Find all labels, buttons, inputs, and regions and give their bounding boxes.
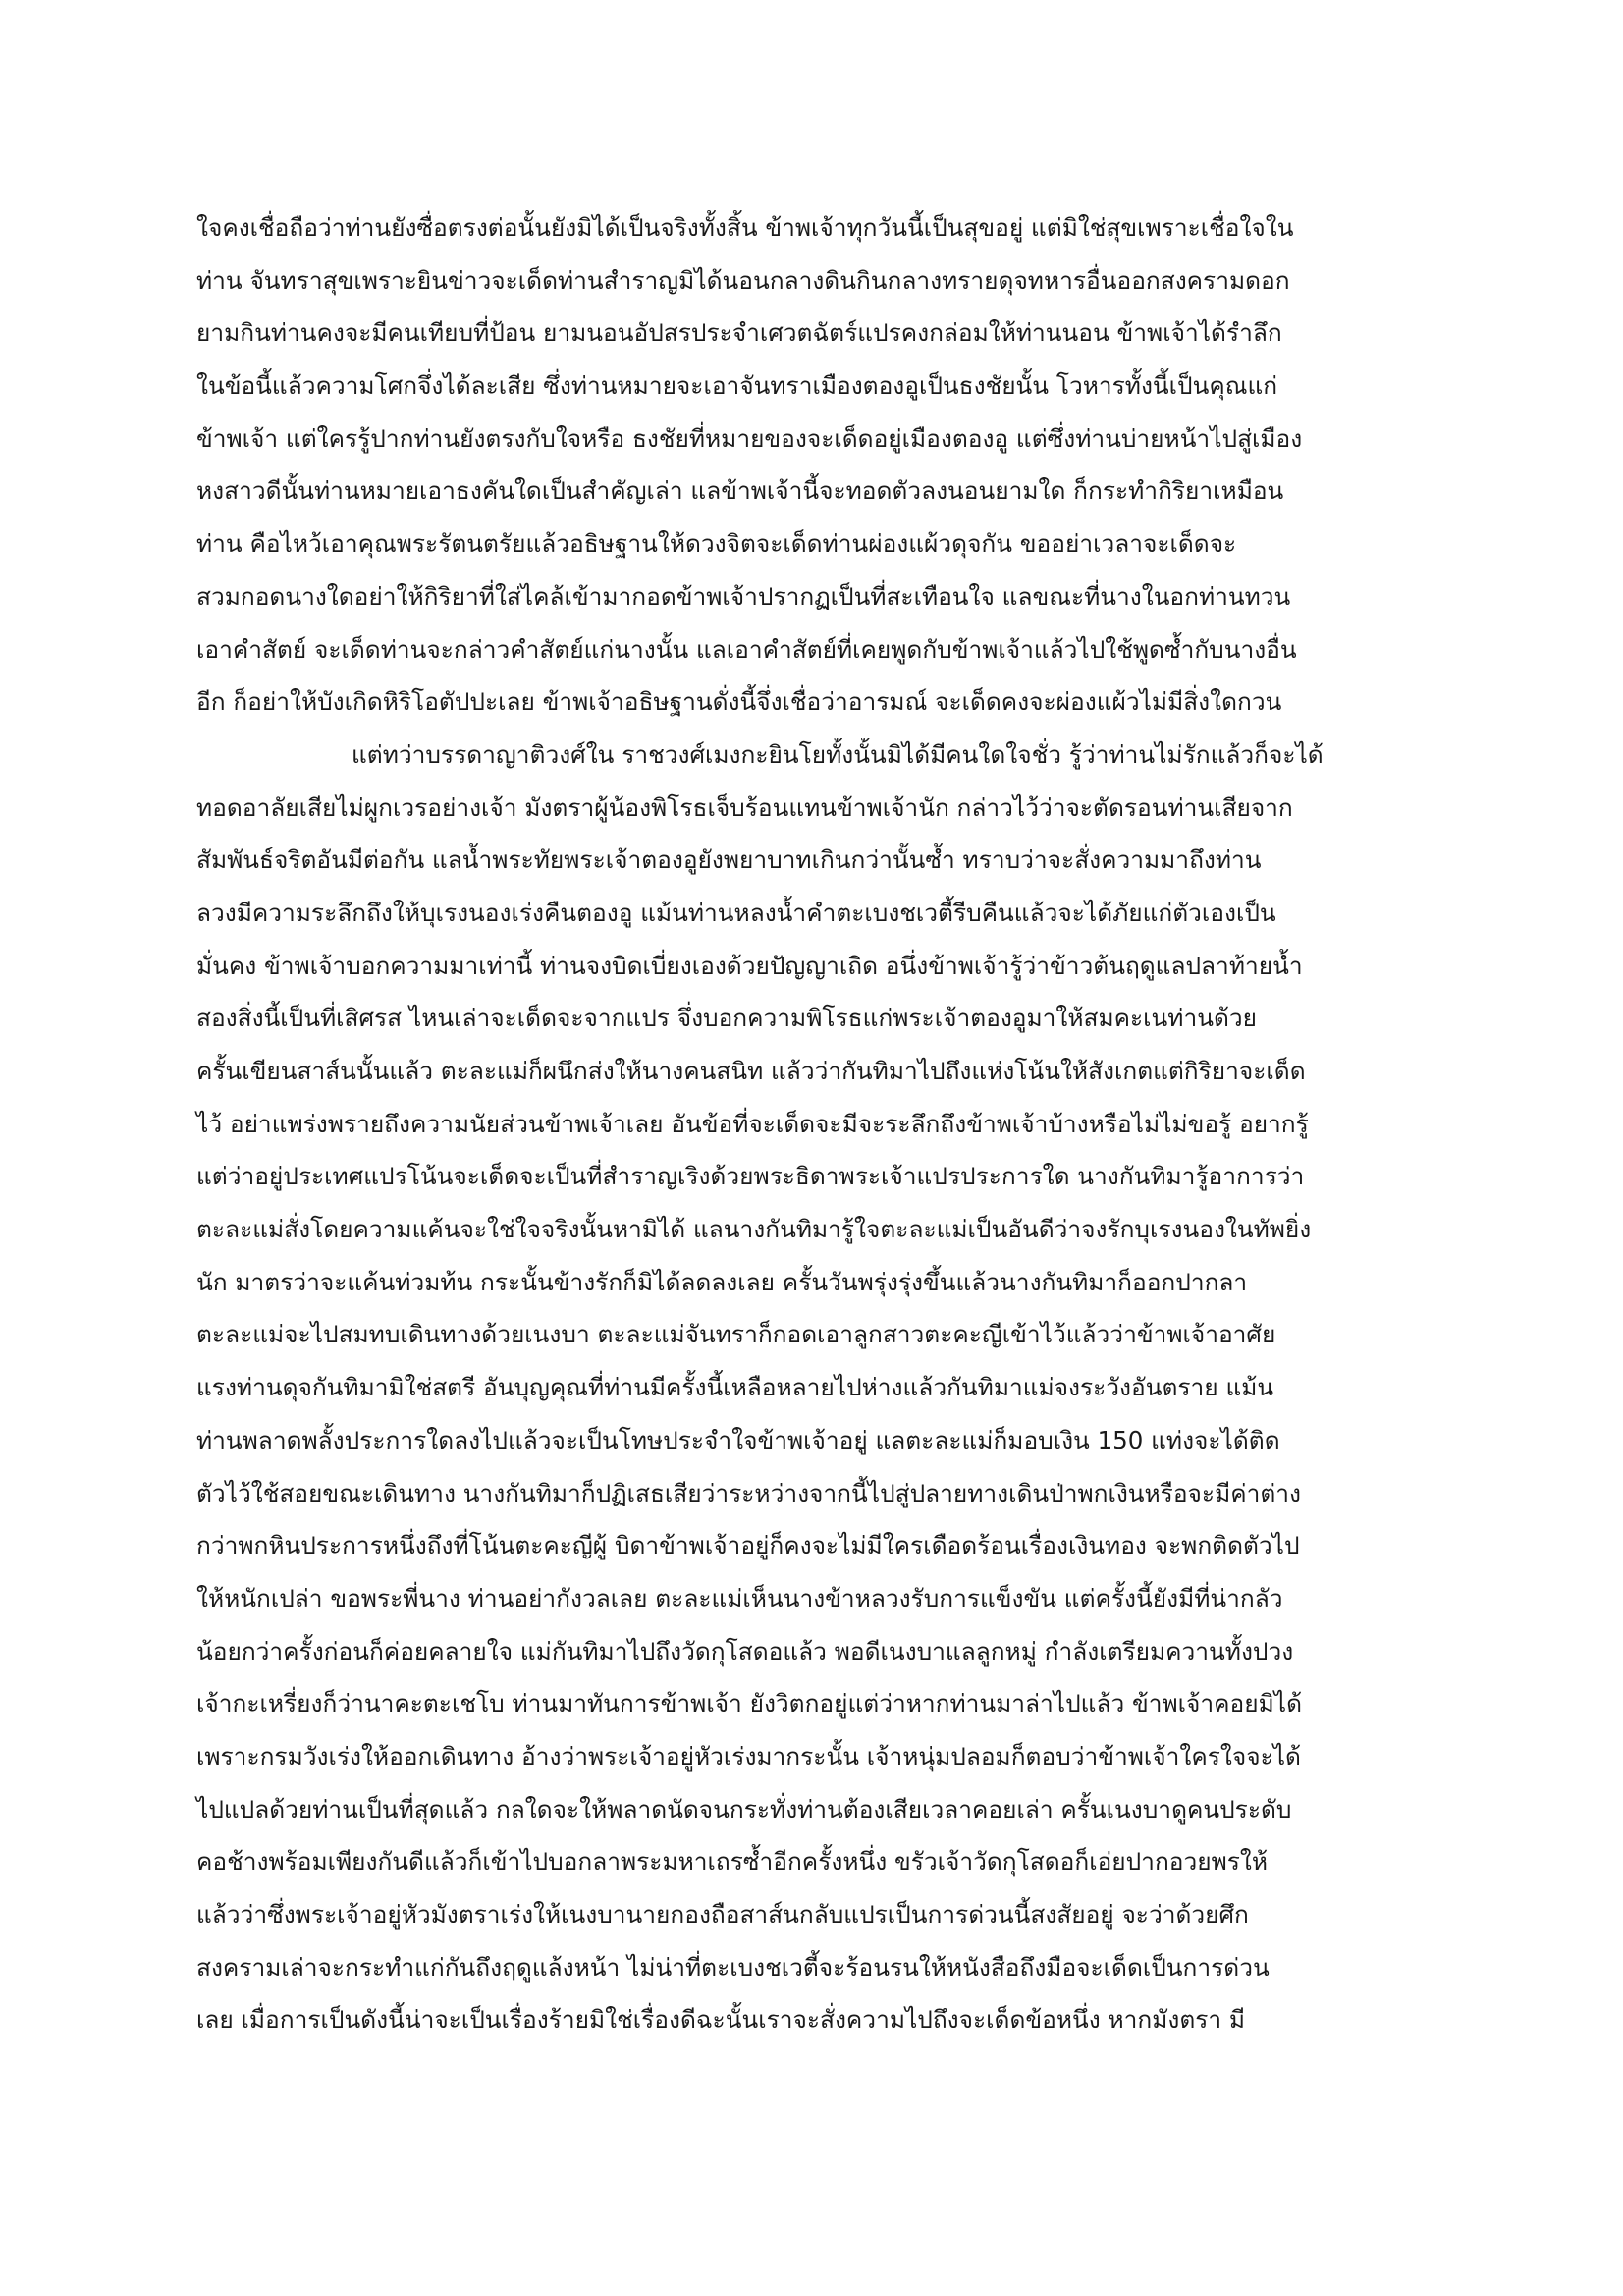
- paragraph-start-line: แต่ทว่าบรรดาญาติวงศ์ใน ราชวงศ์เมงกะยินโยทั้งนั้นมิได้มีคนใดใจชั่ว รู้ว่าท่านไม่รักแล้วก็จะได้: [352, 739, 1324, 769]
- text-line: ท่านพลาดพลั้งประการใดลงไปแล้วจะเป็นโทษประจำใจข้าพเจ้าอยู่ แลตะละแม่ก็มอบเงิน 150 แท่งจะได้ติด: [196, 1425, 1280, 1454]
- text-line: ท่าน จันทราสุขเพราะยินข่าวจะเด็ดท่านสำราญมิได้นอนกลางดินกินกลางทรายดุจทหารอื่นออกสงครามดอก: [196, 265, 1290, 295]
- text-line: แต่ว่าอยู่ประเทศแปรโน้นจะเด็ดจะเป็นที่สำราญเริงด้วยพระธิดาพระเจ้าแปรประการใด นางกันทิมารู้อาการว่า: [196, 1162, 1305, 1191]
- text-line: สวมกอดนางใดอย่าให้กิริยาที่ใส่ไคล้เข้ามากอดข้าพเจ้าปรากฏเป็นที่สะเทือนใจ แลขณะที่นางในอกท่านทวน: [196, 581, 1291, 611]
- text-line: ให้หนักเปล่า ขอพระพี่นาง ท่านอย่ากังวลเลย ตะละแม่เห็นนางข้าหลวงรับการแข็งขัน แต่ครั้งนี้ยังมีที่น่ากลัว: [196, 1583, 1283, 1613]
- text-line: ลวงมีความระลึกถึงให้บุเรงนองเร่งคืนตองอู แม้นท่านหลงน้ำคำตะเบงชเวตี้รีบคืนแล้วจะได้ภัยแก่ตัวเองเป็น: [196, 898, 1276, 927]
- text-line: ทอดอาลัยเสียไม่ผูกเวรอย่างเจ้า มังตราผู้น้องพิโรธเจ็บร้อนแทนข้าพเจ้านัก กล่าวไว้ว่าจะตัดรอนท่านเสียจาก: [196, 793, 1293, 822]
- text-line: สัมพันธ์จริตอันมีต่อกัน แลน้ำพระทัยพระเจ้าตองอูยังพยาบาทเกินกว่านั้นซ้ำ ทราบว่าจะสั่งความมาถึงท่าน: [196, 846, 1262, 875]
- text-line: ครั้นเขียนสาส์นนั้นแล้ว ตะละแม่ก็ผนึกส่งให้นางคนสนิท แล้วว่ากันทิมาไปถึงแห่งโน้นให้สังเกตแต่กิริยาจะเด็ด: [196, 1057, 1306, 1085]
- text-line: ตัวไว้ใช้สอยขณะเดินทาง นางกันทิมาก็ปฏิเสธเสียว่าระหว่างจากนี้ไปสู่ปลายทางเดินป่าพกเงินหรือจะมีค่าต่าง: [196, 1478, 1302, 1507]
- text-line: ตะละแม่สั่งโดยความแค้นจะใช่ใจจริงนั้นหามิได้ แลนางกันทิมารู้ใจตะละแม่เป็นอันดีว่าจงรักบุเรงนองในทัพยิ่ง: [196, 1215, 1312, 1244]
- text-line: แล้วว่าซึ่งพระเจ้าอยู่หัวมังตราเร่งให้เนงบานายกองถือสาส์นกลับแปรเป็นการด่วนนี้สงสัยอยู่ จะว่าด้วยศึก: [196, 1900, 1249, 1929]
- text-line: เลย เมื่อการเป็นดังนี้น่าจะเป็นเรื่องร้ายมิใช่เรื่องดีฉะนั้นเราจะสั่งความไปถึงจะเด็ดข้อหนึ่ง หากมังตรา มี: [196, 2005, 1246, 2035]
- text-line: สงครามเล่าจะกระทำแก่กันถึงฤดูแล้งหน้า ไม่น่าที่ตะเบงชเวตี้จะร้อนรนให้หนังสือถึงมือจะเด็ดเป็นการด่วน: [196, 1952, 1270, 1982]
- text-line: ใจคงเชื่อถือว่าท่านยังซื่อตรงต่อนั้นยังมิได้เป็นจริงทั้งสิ้น ข้าพเจ้าทุกวันนี้เป็นสุขอยู่ แต่มิใช่สุขเพราะเชื่อใจใน: [196, 213, 1294, 242]
- text-line: คอช้างพร้อมเพียงกันดีแล้วก็เข้าไปบอกลาพระมหาเถรซ้ำอีกครั้งหนึ่ง ขรัวเจ้าวัดกุโสดอก็เอ่ยปากอวยพรให้: [196, 1847, 1269, 1877]
- text-line: เจ้ากะเหรี่ยงก็ว่านาคะตะเชโบ ท่านมาทันการข้าพเจ้า ยังวิตกอยู่แต่ว่าหากท่านมาล่าไปแล้ว ข้าพเจ้าคอยมิได้: [196, 1689, 1302, 1719]
- text-line: อีก ก็อย่าให้บังเกิดหิริโอตัปปะเลย ข้าพเจ้าอธิษฐานดั่งนี้จึ่งเชื่อว่าอารมณ์ จะเด็ดคงจะผ่องแผ้วไม่มีสิ่งใดกวน: [196, 687, 1282, 717]
- text-line: ยามกินท่านคงจะมีคนเทียบที่ป้อน ยามนอนอัปสรประจำเศวตฉัตร์แปรคงกล่อมให้ท่านนอน ข้าพเจ้าได้รำลึก: [196, 318, 1282, 348]
- text-line: ข้าพเจ้า แต่ใครรู้ปากท่านยังตรงกับใจหรือ ธงชัยที่หมายของจะเด็ดอยู่เมืองตองอู แต่ซึ่งท่านบ่ายหน้าไปสู่เมือง: [196, 423, 1303, 453]
- text-line: ไว้ อย่าแพร่งพรายถึงความนัยส่วนข้าพเจ้าเลย อันข้อที่จะเด็ดจะมีจะระลึกถึงข้าพเจ้าบ้างหรือไม่ไม่ขอรู้ อยากรู้: [196, 1109, 1309, 1138]
- text-line: ท่าน คือไหว้เอาคุณพระรัตนตรัยแล้วอธิษฐานให้ดวงจิตจะเด็ดท่านผ่องแผ้วดุจกัน ขออย่าเวลาจะเด็ดจะ: [196, 529, 1237, 559]
- text-line: สองสิ่งนี้เป็นที่เสิศรส ไหนเล่าจะเด็ดจะจากแปร จึ่งบอกความพิโรธแก่พระเจ้าตองอูมาให้สมคะเนท่านด้วย: [196, 1004, 1257, 1033]
- text-line: เอาคำสัตย์ จะเด็ดท่านจะกล่าวคำสัตย์แก่นางนั้น แลเอาคำสัตย์ที่เคยพูดกับข้าพเจ้าแล้วไปใช้พูดซ้ำกับนางอื่น: [196, 634, 1297, 664]
- text-line: น้อยกว่าครั้งก่อนก็ค่อยคลายใจ แม่กันทิมาไปถึงวัดกุโสดอแล้ว พอดีเนงบาแลลูกหมู่ กำลังเตรียมควานทั้งปวง: [196, 1636, 1294, 1666]
- body-text: [196, 201, 1432, 2047]
- text-line: มั่นคง ข้าพเจ้าบอกความมาเท่านี้ ท่านจงบิดเบี่ยงเองด้วยปัญญาเถิด อนึ่งข้าพเจ้ารู้ว่าข้าวต้นฤดูแลปลาท้ายน้ำ: [196, 951, 1303, 980]
- text-line: หงสาวดีนั้นท่านหมายเอาธงคันใดเป็นสำคัญเล่า แลข้าพเจ้านี้จะทอดตัวลงนอนยามใด ก็กระทำกิริยาเหมือน: [196, 476, 1284, 506]
- text-line: นัก มาตรว่าจะแค้นท่วมท้น กระนั้นข้างรักก็มิได้ลดลงเลย ครั้นวันพรุ่งรุ่งขึ้นแล้วนางกันทิมาก็ออกปากลา: [196, 1267, 1248, 1296]
- text-line: ไปแปลด้วยท่านเป็นที่สุดแล้ว กลใดจะให้พลาดนัดจนกระทั่งท่านต้องเสียเวลาคอยเล่า ครั้นเนงบาดูคนประดับ: [196, 1794, 1292, 1824]
- text-line: ในข้อนี้แล้วความโศกจึ่งได้ละเสีย ซึ่งท่านหมายจะเอาจันทราเมืองตองอูเป็นธงชัยนั้น โวหารทั้งนี้เป็นคุณแก่: [196, 371, 1278, 401]
- text-line: เพราะกรมวังเร่งให้ออกเดินทาง อ้างว่าพระเจ้าอยู่หัวเร่งมากระนั้น เจ้าหนุ่มปลอมก็ตอบว่าข้าพเจ้าใครใจจะได้: [196, 1741, 1301, 1771]
- text-line: กว่าพกหินประการหนึ่งถึงที่โน้นตะคะญีผู้ บิดาข้าพเจ้าอยู่ก็คงจะไม่มีใครเดือดร้อนเรื่องเงินทอง จะพกติดตัวไป: [196, 1531, 1300, 1560]
- text-line: ตะละแม่จะไปสมทบเดินทางด้วยเนงบา ตะละแม่จันทราก็กอดเอาลูกสาวตะคะญีเข้าไว้แล้วว่าข้าพเจ้าอาศัย: [196, 1320, 1276, 1349]
- text-line: แรงท่านดุจกันทิมามิใช่สตรี อันบุญคุณที่ท่านมีครั้งนี้เหลือหลายไปห่างแล้วกันทิมาแม่จงระวังอันตราย แม้น: [196, 1373, 1274, 1402]
